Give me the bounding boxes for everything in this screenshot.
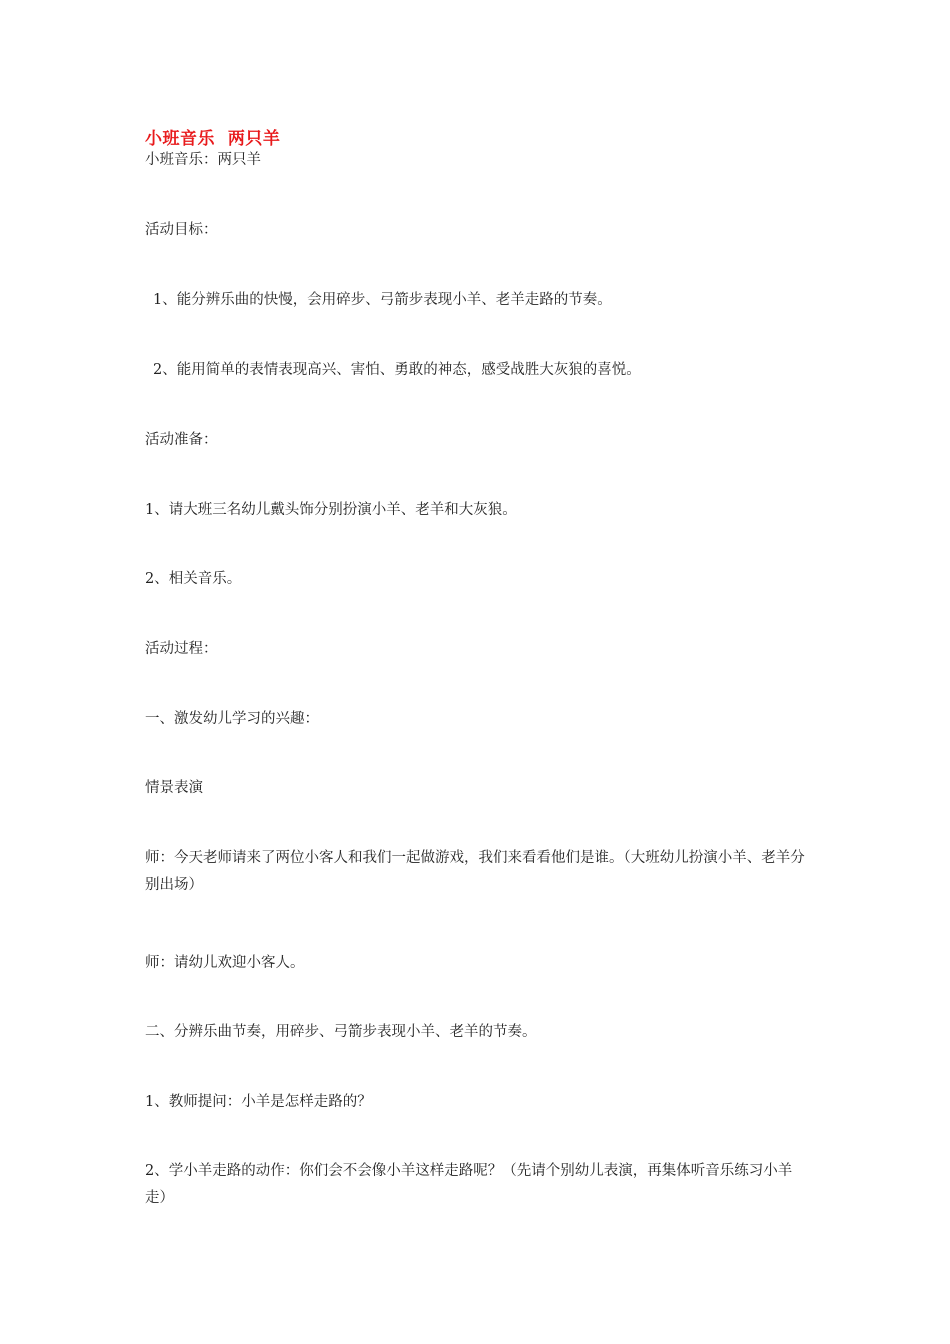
- section-heading-process: 活动过程：: [145, 641, 218, 657]
- subtitle: 小班音乐：两只羊: [145, 152, 261, 168]
- teacher-line-2: 师：请幼儿欢迎小客人。: [145, 955, 305, 971]
- section-heading-preparation: 活动准备：: [145, 432, 218, 448]
- teacher-line-1: 师：今天老师请来了两位小客人和我们一起做游戏，我们来看看他们是谁。（大班幼儿扮演小羊、老羊分别出场）: [145, 850, 805, 893]
- goal-item-1: 1、能分辨乐曲的快慢，会用碎步、弓箭步表现小羊、老羊走路的节奏。: [153, 292, 612, 308]
- process-step-2: 二、分辨乐曲节奏，用碎步、弓箭步表现小羊、老羊的节奏。: [145, 1024, 537, 1040]
- process-step-1: 一、激发幼儿学习的兴趣：: [145, 711, 319, 727]
- scene-performance: 情景表演: [145, 780, 203, 796]
- preparation-item-1: 1、请大班三名幼儿戴头饰分别扮演小羊、老羊和大灰狼。: [145, 502, 517, 518]
- step-2-item-1: 1、教师提问：小羊是怎样走路的？: [145, 1094, 372, 1110]
- step-2-item-2: 2、学小羊走路的动作：你们会不会像小羊这样走路呢？（先请个别幼儿表演，再集体听音乐练习小羊走）: [145, 1163, 793, 1206]
- document-title: 小班音乐 两只羊: [145, 129, 281, 149]
- section-heading-goals: 活动目标：: [145, 222, 218, 238]
- preparation-item-2: 2、相关音乐。: [145, 571, 242, 587]
- goal-item-2: 2、能用简单的表情表现高兴、害怕、勇敢的神态，感受战胜大灰狼的喜悦。: [153, 362, 641, 378]
